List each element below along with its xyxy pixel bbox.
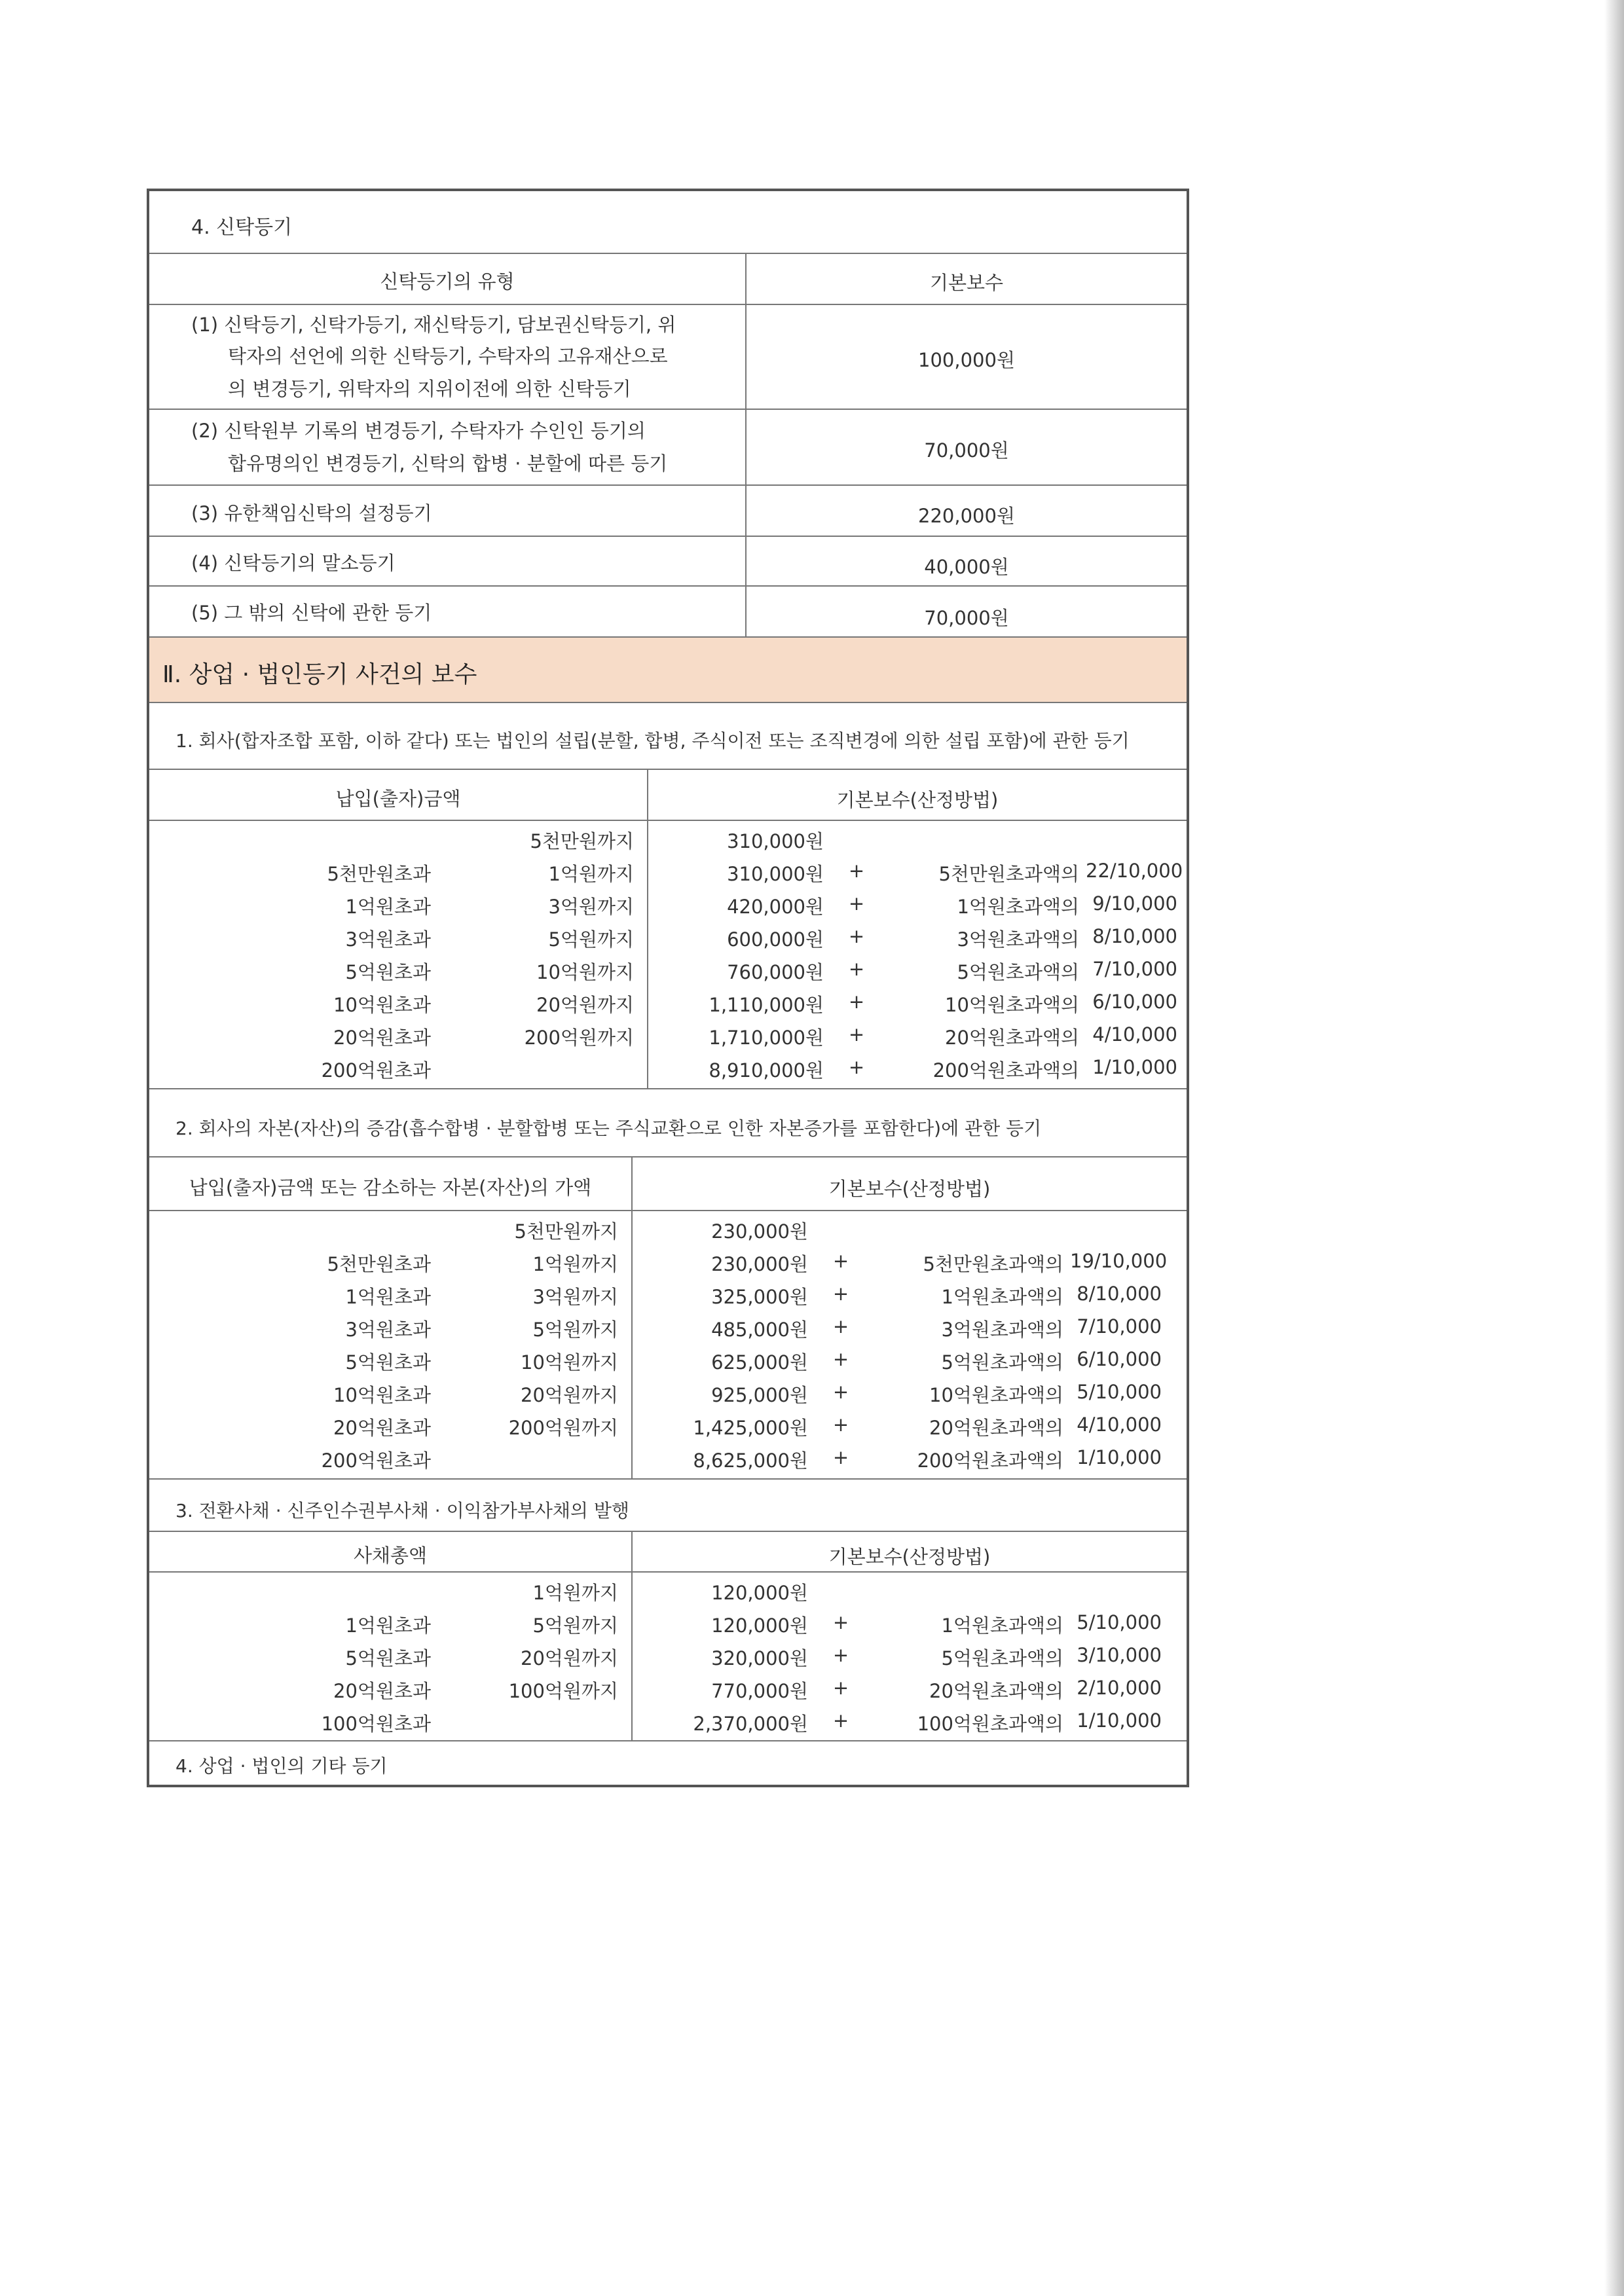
trust-row-line: 합유명의인 변경등기, 신탁의 합병 · 분할에 따른 등기	[228, 452, 668, 475]
bracket-base-fee: 8,625,000원	[693, 1449, 808, 1472]
bracket-excess: 5억원초과액의	[957, 961, 1079, 983]
bracket-plus: +	[832, 1283, 849, 1305]
bracket-excess: 3억원초과액의	[957, 928, 1079, 951]
bracket-to: 10억원까지	[521, 1351, 618, 1374]
bracket-rate: 7/10,000	[1077, 1315, 1162, 1338]
bracket-to: 5억원까지	[548, 928, 634, 951]
trust-row-fee: 70,000원	[924, 607, 1009, 629]
bracket-excess: 10억원초과액의	[929, 1384, 1063, 1406]
fee-bracket-row	[149, 1442, 1187, 1474]
bracket-base-fee: 230,000원	[711, 1253, 808, 1275]
t4-heading-row	[149, 1741, 1187, 1785]
trust-row-line: (4) 신탁등기의 말소등기	[191, 552, 396, 574]
bracket-to: 3억원까지	[532, 1286, 618, 1308]
bracket-plus: +	[848, 1056, 865, 1078]
bracket-base-fee: 310,000원	[727, 863, 824, 885]
fee-bracket-row	[149, 1639, 1187, 1672]
t1-heading-row	[149, 703, 1187, 770]
bracket-from: 200억원초과	[321, 1449, 431, 1472]
bracket-to: 3억원까지	[548, 896, 634, 918]
t3-col-header	[149, 1532, 1187, 1573]
fee-bracket-row	[149, 1409, 1187, 1442]
bracket-from: 5천만원초과	[327, 1253, 431, 1275]
fee-bracket-row	[149, 1574, 1187, 1607]
trust-row	[149, 305, 1187, 410]
bracket-to: 1억원까지	[532, 1582, 618, 1604]
bracket-excess: 1억원초과액의	[957, 896, 1079, 918]
bracket-plus: +	[832, 1413, 849, 1436]
t1-col-left: 납입(출자)금액	[335, 788, 461, 810]
t2-heading: 2. 회사의 자본(자산)의 증감(흡수합병 · 분할합병 또는 주식교환으로 인한 자본증가를 포함한다)에 관한 등기	[175, 1118, 1042, 1139]
bracket-base-fee: 230,000원	[711, 1220, 808, 1243]
bracket-to: 10억원까지	[536, 961, 634, 983]
t3-heading: 3. 전환사채 · 신주인수권부사채 · 이익참가부사채의 발행	[175, 1500, 629, 1522]
bracket-plus: +	[832, 1348, 849, 1370]
fee-bracket-row	[149, 1672, 1187, 1705]
trust-heading-row	[149, 191, 1187, 254]
bracket-excess: 5천만원초과액의	[923, 1253, 1063, 1275]
section-2-header	[149, 638, 1187, 703]
bracket-rate: 9/10,000	[1092, 892, 1177, 915]
bracket-from: 1억원초과	[345, 896, 431, 918]
bracket-excess: 100억원초과액의	[917, 1713, 1063, 1735]
bracket-base-fee: 310,000원	[727, 830, 824, 852]
bracket-base-fee: 1,425,000원	[693, 1417, 808, 1439]
t2-col-left: 납입(출자)금액 또는 감소하는 자본(자산)의 가액	[189, 1176, 592, 1199]
trust-col-fee: 기본보수	[929, 272, 1004, 294]
trust-table-header	[149, 254, 1187, 305]
bracket-to: 20억원까지	[536, 994, 634, 1016]
bracket-excess: 20억원초과액의	[945, 1027, 1079, 1049]
fee-bracket-row	[149, 888, 1187, 920]
bracket-from: 5억원초과	[345, 961, 431, 983]
bracket-to: 200억원까지	[508, 1417, 618, 1439]
trust-col-type: 신탁등기의 유형	[380, 270, 515, 293]
bracket-from: 10억원초과	[333, 994, 431, 1016]
bracket-rate: 1/10,000	[1092, 1056, 1177, 1078]
t2-col-right: 기본보수(산정방법)	[828, 1178, 991, 1200]
trust-row-fee: 40,000원	[924, 556, 1009, 578]
bracket-from: 5억원초과	[345, 1647, 431, 1669]
t1-heading: 1. 회사(합자조합 포함, 이하 같다) 또는 법인의 설립(분할, 합병, 주식이전 또는 조직변경에 의한 설립 포함)에 관한 등기	[175, 730, 1130, 752]
bracket-base-fee: 625,000원	[711, 1351, 808, 1374]
bracket-rate: 4/10,000	[1077, 1413, 1162, 1436]
bracket-base-fee: 1,110,000원	[709, 994, 824, 1016]
bracket-plus: +	[848, 1023, 865, 1046]
t3-col-right: 기본보수(산정방법)	[828, 1546, 991, 1568]
bracket-base-fee: 2,370,000원	[693, 1713, 808, 1735]
bracket-excess: 5천만원초과액의	[938, 863, 1079, 885]
bracket-base-fee: 600,000원	[727, 928, 824, 951]
t4-heading: 4. 상업 · 법인의 기타 등기	[175, 1755, 388, 1777]
bracket-to: 20억원까지	[521, 1384, 618, 1406]
bracket-excess: 20억원초과액의	[929, 1680, 1063, 1702]
bracket-excess: 10억원초과액의	[945, 994, 1079, 1016]
bracket-base-fee: 325,000원	[711, 1286, 808, 1308]
fee-bracket-row	[149, 1051, 1187, 1084]
bracket-rate: 4/10,000	[1092, 1023, 1177, 1046]
fee-bracket-row	[149, 1343, 1187, 1376]
trust-row-fee: 100,000원	[918, 349, 1015, 371]
bracket-rate: 5/10,000	[1077, 1381, 1162, 1403]
bracket-from: 200억원초과	[321, 1059, 431, 1082]
bracket-from: 3억원초과	[345, 1319, 431, 1341]
bracket-base-fee: 120,000원	[711, 1614, 808, 1637]
fee-bracket-row	[149, 1705, 1187, 1738]
bracket-to: 5억원까지	[532, 1319, 618, 1341]
bracket-to: 5억원까지	[532, 1614, 618, 1637]
bracket-plus: +	[848, 958, 865, 980]
bracket-to: 5천만원까지	[530, 830, 634, 852]
bracket-to: 5천만원까지	[514, 1220, 618, 1243]
fee-bracket-row	[149, 1278, 1187, 1311]
t2-col-header	[149, 1157, 1187, 1211]
fee-bracket-row	[149, 1607, 1187, 1639]
fee-bracket-row	[149, 1212, 1187, 1245]
bracket-base-fee: 1,710,000원	[709, 1027, 824, 1049]
bracket-from: 20억원초과	[333, 1680, 431, 1702]
bracket-rate: 7/10,000	[1092, 958, 1177, 980]
fee-document	[147, 189, 1189, 1787]
bracket-rate: 22/10,000	[1086, 860, 1183, 882]
bracket-rate: 19/10,000	[1070, 1250, 1168, 1272]
bracket-rate: 2/10,000	[1077, 1677, 1162, 1699]
bracket-plus: +	[848, 925, 865, 947]
bracket-to: 20억원까지	[521, 1647, 618, 1669]
fee-bracket-row	[149, 953, 1187, 986]
trust-heading: 4. 신탁등기	[191, 216, 293, 239]
bracket-plus: +	[832, 1644, 849, 1666]
bracket-rate: 6/10,000	[1092, 991, 1177, 1013]
bracket-plus: +	[832, 1709, 849, 1732]
t3-body	[149, 1573, 1187, 1741]
bracket-base-fee: 760,000원	[727, 961, 824, 983]
bracket-to: 1억원까지	[548, 863, 634, 885]
bracket-base-fee: 8,910,000원	[709, 1059, 824, 1082]
fee-bracket-row	[149, 920, 1187, 953]
bracket-excess: 20억원초과액의	[929, 1417, 1063, 1439]
bracket-from: 100억원초과	[321, 1713, 431, 1735]
bracket-from: 5천만원초과	[327, 863, 431, 885]
bracket-plus: +	[832, 1446, 849, 1468]
bracket-from: 20억원초과	[333, 1027, 431, 1049]
bracket-excess: 5억원초과액의	[941, 1351, 1063, 1374]
bracket-rate: 3/10,000	[1077, 1644, 1162, 1666]
scan-edge-shadow	[1604, 0, 1624, 2296]
trust-row-line: 의 변경등기, 위탁자의 지위이전에 의한 신탁등기	[228, 378, 631, 400]
trust-row-fee: 70,000원	[924, 439, 1009, 462]
fee-bracket-row	[149, 1245, 1187, 1278]
bracket-to: 1억원까지	[532, 1253, 618, 1275]
t2-body	[149, 1211, 1187, 1480]
bracket-excess: 1억원초과액의	[941, 1286, 1063, 1308]
t3-heading-row	[149, 1480, 1187, 1532]
trust-row-line: (1) 신탁등기, 신탁가등기, 재신탁등기, 담보권신탁등기, 위	[191, 314, 676, 336]
bracket-rate: 1/10,000	[1077, 1446, 1162, 1468]
bracket-plus: +	[832, 1381, 849, 1403]
bracket-from: 3억원초과	[345, 928, 431, 951]
bracket-base-fee: 320,000원	[711, 1647, 808, 1669]
bracket-plus: +	[832, 1611, 849, 1633]
trust-row	[149, 537, 1187, 587]
bracket-plus: +	[848, 892, 865, 915]
bracket-to: 100억원까지	[508, 1680, 618, 1702]
trust-row-line: 탁자의 선언에 의한 신탁등기, 수탁자의 고유재산으로	[228, 345, 668, 367]
bracket-base-fee: 485,000원	[711, 1319, 808, 1341]
bracket-plus: +	[832, 1250, 849, 1272]
bracket-from: 1억원초과	[345, 1286, 431, 1308]
bracket-from: 1억원초과	[345, 1614, 431, 1637]
fee-bracket-row	[149, 855, 1187, 888]
bracket-plus: +	[832, 1315, 849, 1338]
bracket-base-fee: 120,000원	[711, 1582, 808, 1604]
bracket-excess: 5억원초과액의	[941, 1647, 1063, 1669]
trust-row-line: (2) 신탁원부 기록의 변경등기, 수탁자가 수인인 등기의	[191, 420, 646, 442]
bracket-from: 10억원초과	[333, 1384, 431, 1406]
fee-bracket-row	[149, 822, 1187, 855]
bracket-excess: 200억원초과액의	[917, 1449, 1063, 1472]
t3-col-left: 사채총액	[353, 1544, 428, 1567]
bracket-base-fee: 420,000원	[727, 896, 824, 918]
bracket-rate: 5/10,000	[1077, 1611, 1162, 1633]
bracket-to: 200억원까지	[524, 1027, 634, 1049]
bracket-plus: +	[832, 1677, 849, 1699]
t1-col-right: 기본보수(산정방법)	[836, 789, 999, 811]
bracket-plus: +	[848, 991, 865, 1013]
section-2-title: Ⅱ. 상업 · 법인등기 사건의 보수	[162, 661, 477, 688]
trust-row	[149, 587, 1187, 638]
t1-col-header	[149, 770, 1187, 821]
trust-row	[149, 410, 1187, 486]
bracket-base-fee: 770,000원	[711, 1680, 808, 1702]
bracket-from: 20억원초과	[333, 1417, 431, 1439]
bracket-rate: 8/10,000	[1077, 1283, 1162, 1305]
bracket-plus: +	[848, 860, 865, 882]
fee-bracket-row	[149, 986, 1187, 1019]
bracket-rate: 1/10,000	[1077, 1709, 1162, 1732]
bracket-rate: 6/10,000	[1077, 1348, 1162, 1370]
fee-bracket-row	[149, 1311, 1187, 1343]
trust-row-fee: 220,000원	[918, 505, 1015, 527]
bracket-from: 5억원초과	[345, 1351, 431, 1374]
trust-row-line: (3) 유한책임신탁의 설정등기	[191, 502, 432, 524]
t1-body	[149, 821, 1187, 1089]
bracket-base-fee: 925,000원	[711, 1384, 808, 1406]
fee-bracket-row	[149, 1019, 1187, 1051]
bracket-excess: 200억원초과액의	[932, 1059, 1079, 1082]
trust-row-line: (5) 그 밖의 신탁에 관한 등기	[191, 602, 432, 624]
t2-heading-row	[149, 1089, 1187, 1157]
fee-bracket-row	[149, 1376, 1187, 1409]
bracket-excess: 1억원초과액의	[941, 1614, 1063, 1637]
trust-row	[149, 486, 1187, 537]
bracket-rate: 8/10,000	[1092, 925, 1177, 947]
bracket-excess: 3억원초과액의	[941, 1319, 1063, 1341]
